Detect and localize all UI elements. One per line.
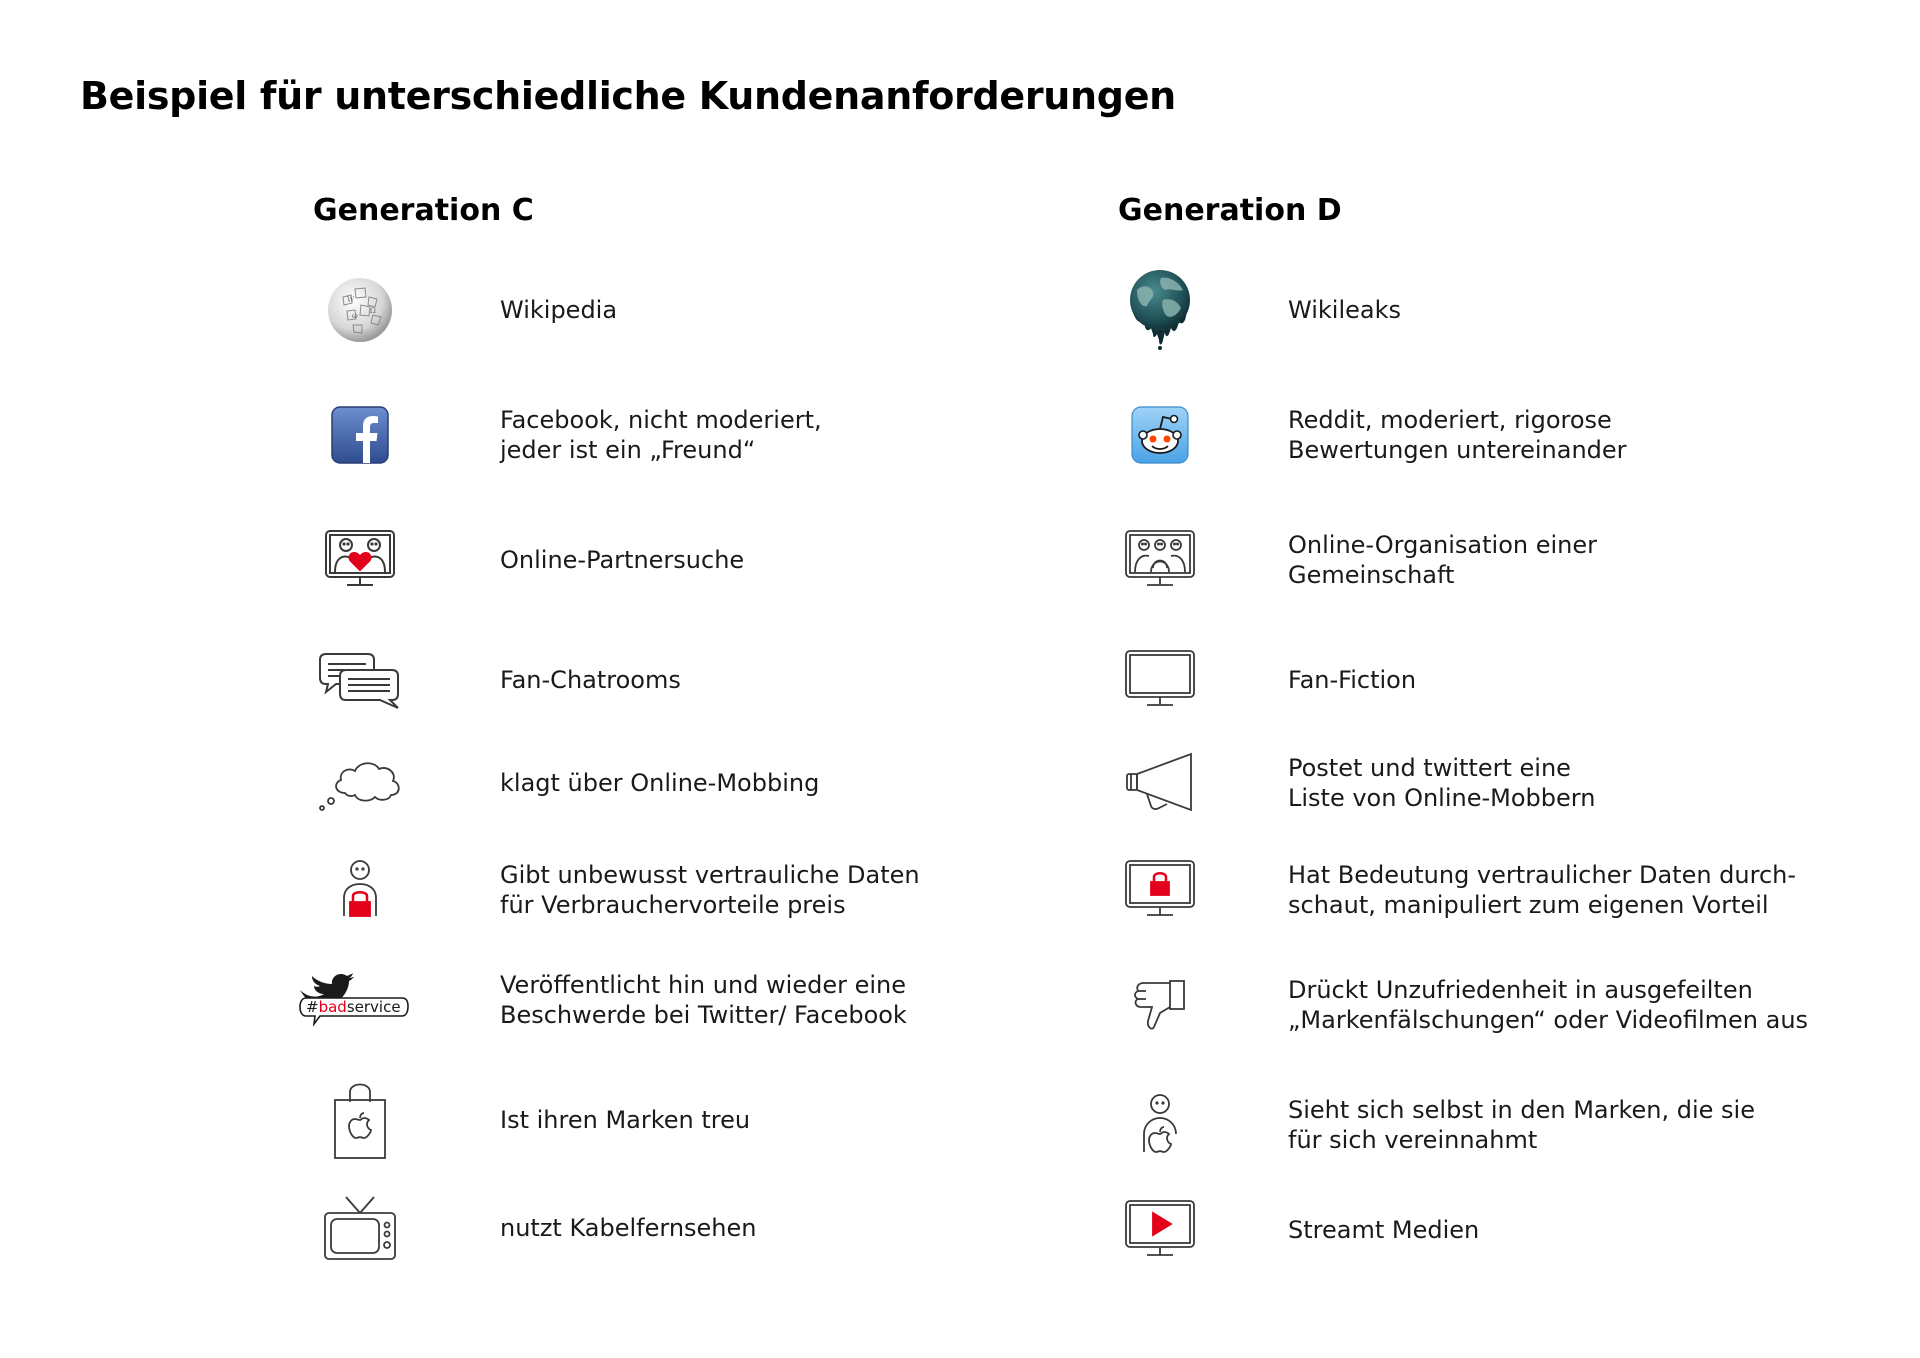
svg-text:Ω: Ω bbox=[370, 307, 376, 315]
gen-d-row-reddit bbox=[1100, 385, 1800, 485]
person-apple-icon bbox=[1100, 1075, 1220, 1175]
text-line: Fan-Chatrooms bbox=[500, 666, 681, 694]
text-line: Drückt Unzufriedenheit in ausgefeilten bbox=[1288, 976, 1753, 1004]
gen-c-text-beschwerde bbox=[500, 970, 907, 1030]
chat-bubbles-icon bbox=[300, 630, 420, 730]
generation-c-heading: Generation C bbox=[313, 193, 534, 228]
text-line: jeder ist ein „Freund“ bbox=[500, 436, 756, 464]
gen-d-row-vertraulich bbox=[1100, 840, 1800, 940]
text-line: Fan-Fiction bbox=[1288, 666, 1417, 694]
gen-c-row-partnersuche bbox=[300, 510, 950, 610]
text-line: klagt über Online-Mobbing bbox=[500, 769, 820, 797]
text-line: Gemeinschaft bbox=[1288, 561, 1455, 589]
gen-d-row-selbst bbox=[1100, 1075, 1800, 1175]
megaphone-icon bbox=[1100, 733, 1220, 833]
text-line: Online-Partnersuche bbox=[500, 546, 745, 574]
gen-d-text-vertraulich bbox=[1288, 860, 1796, 920]
gen-d-row-streamt bbox=[1100, 1180, 1800, 1280]
twitter-badservice-icon bbox=[285, 950, 415, 1050]
monitor-icon bbox=[1100, 630, 1220, 730]
monitor-heart-icon bbox=[300, 510, 420, 610]
thumbs-down-icon bbox=[1100, 955, 1220, 1055]
gen-d-row-wikileaks bbox=[1100, 260, 1800, 360]
gen-c-text-facebook bbox=[500, 405, 822, 465]
gen-d-text-reddit bbox=[1288, 405, 1627, 465]
gen-d-text-unzufriedenheit bbox=[1288, 975, 1808, 1035]
text-line: Sieht sich selbst in den Marken, die sie bbox=[1288, 1096, 1755, 1124]
text-line: Postet und twittert eine bbox=[1288, 754, 1571, 782]
gen-d-text-streamt bbox=[1288, 1215, 1479, 1245]
text-line: Wikileaks bbox=[1288, 296, 1401, 324]
gen-d-row-fanfiction bbox=[1100, 630, 1800, 730]
text-line: Veröffentlicht hin und wieder eine bbox=[500, 971, 907, 999]
monitor-group-icon bbox=[1100, 510, 1220, 610]
text-line: Facebook, nicht moderiert, bbox=[500, 406, 822, 434]
text-line: schaut, manipuliert zum eigenen Vorteil bbox=[1288, 891, 1769, 919]
gen-c-row-daten bbox=[300, 840, 950, 940]
text-line: Ist ihren Marken treu bbox=[500, 1106, 751, 1134]
shopping-bag-apple-icon bbox=[300, 1070, 420, 1170]
gen-c-row-facebook bbox=[300, 385, 950, 485]
svg-text:W: W bbox=[347, 296, 355, 304]
text-line: Online-Organisation einer bbox=[1288, 531, 1597, 559]
gen-c-row-mobbing bbox=[300, 733, 950, 833]
monitor-play-icon bbox=[1100, 1180, 1220, 1280]
gen-c-row-kabel bbox=[300, 1178, 950, 1278]
gen-d-text-organisation bbox=[1288, 530, 1597, 590]
thought-cloud-icon bbox=[300, 733, 420, 833]
wikileaks-globe-icon bbox=[1100, 260, 1220, 360]
gen-c-text-daten bbox=[500, 860, 920, 920]
reddit-logo-icon bbox=[1100, 385, 1220, 485]
text-line: Hat Bedeutung vertraulicher Daten durch- bbox=[1288, 861, 1797, 889]
gen-d-text-fanfiction bbox=[1288, 665, 1416, 695]
text-line: für Verbrauchervorteile preis bbox=[500, 891, 846, 919]
text-line: nutzt Kabelfernsehen bbox=[500, 1214, 757, 1242]
gen-c-row-beschwerde bbox=[300, 950, 950, 1050]
monitor-lock-icon bbox=[1100, 840, 1220, 940]
text-line: Wikipedia bbox=[500, 296, 618, 324]
gen-d-text-postet bbox=[1288, 753, 1595, 813]
svg-text:ω: ω bbox=[352, 312, 358, 320]
gen-d-text-selbst bbox=[1288, 1095, 1755, 1155]
text-line: für sich vereinnahmt bbox=[1288, 1126, 1538, 1154]
text-line: Streamt Medien bbox=[1288, 1216, 1480, 1244]
gen-c-row-chatrooms bbox=[300, 630, 950, 730]
gen-c-row-marken bbox=[300, 1070, 950, 1170]
generation-d-heading: Generation D bbox=[1118, 193, 1342, 228]
gen-c-row-wikipedia bbox=[300, 260, 950, 360]
gen-c-text-partnersuche bbox=[500, 545, 744, 575]
text-line: Reddit, moderiert, rigorose bbox=[1288, 406, 1612, 434]
gen-d-row-unzufriedenheit bbox=[1100, 955, 1809, 1055]
text-line: Liste von Online-Mobbern bbox=[1288, 784, 1596, 812]
gen-c-text-kabel bbox=[500, 1213, 757, 1243]
text-line: Beschwerde bei Twitter/ Facebook bbox=[500, 1001, 907, 1029]
facebook-logo-icon bbox=[300, 385, 420, 485]
wikipedia-globe-icon bbox=[300, 260, 420, 360]
gen-d-text-wikileaks bbox=[1288, 295, 1401, 325]
gen-d-row-organisation bbox=[1100, 510, 1800, 610]
tv-icon bbox=[300, 1178, 420, 1278]
text-line: Bewertungen untereinander bbox=[1288, 436, 1627, 464]
page-title: Beispiel für unterschiedliche Kundenanforderungen bbox=[80, 74, 1176, 118]
person-lock-icon bbox=[300, 840, 420, 940]
gen-c-text-mobbing bbox=[500, 768, 819, 798]
gen-c-text-marken bbox=[500, 1105, 750, 1135]
gen-c-text-chatrooms bbox=[500, 665, 681, 695]
text-line: „Markenfälschungen“ oder Videofilmen aus bbox=[1288, 1006, 1809, 1034]
text-line: Gibt unbewusst vertrauliche Daten bbox=[500, 861, 920, 889]
badservice-hashtag-label: #badservice bbox=[306, 998, 401, 1016]
gen-c-text-wikipedia bbox=[500, 295, 617, 325]
gen-d-row-postet bbox=[1100, 733, 1800, 833]
